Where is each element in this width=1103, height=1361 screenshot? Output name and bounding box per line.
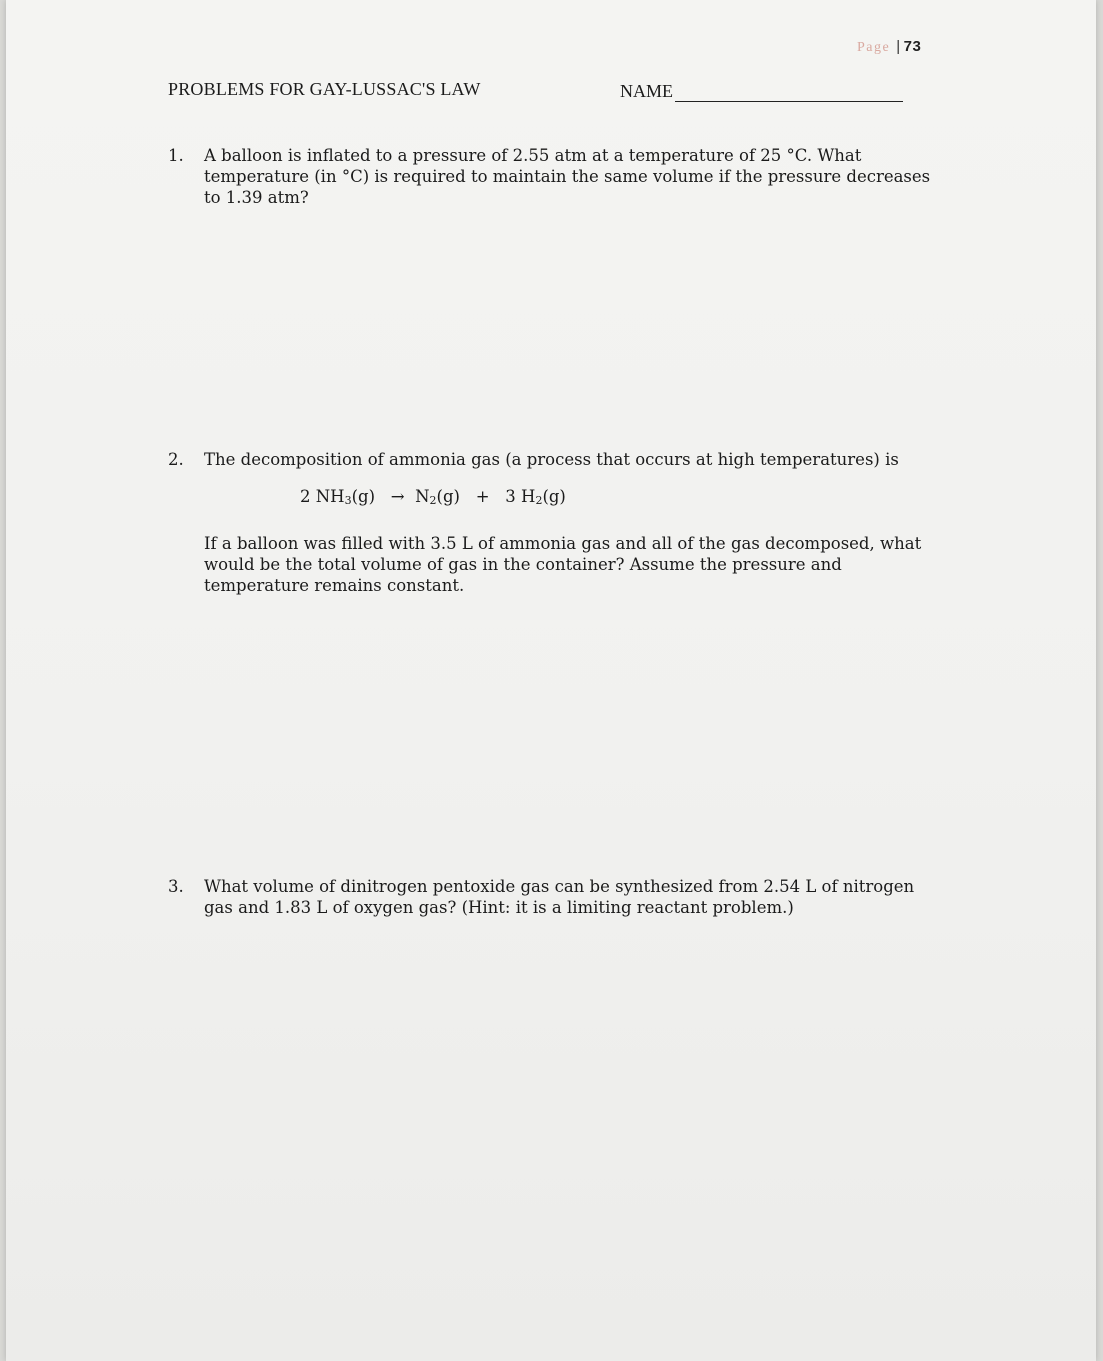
problem-number: 3. — [168, 877, 184, 896]
problem-1 — [168, 145, 948, 208]
name-blank-line[interactable] — [675, 85, 903, 102]
problem-number: 2. — [168, 450, 184, 469]
name-field — [620, 81, 903, 102]
problem-text: What volume of dinitrogen pentoxide gas can be synthesized from 2.54 L of nitrogen gas and 1.83 L of oxygen gas? (Hint: it is a limiting reactant problem.) — [204, 877, 915, 917]
problem-text: A balloon is inflated to a pressure of 2.55 atm at a temperature of 25 °C. What temperature (in °C) is required to maintain the same volume if the pressure decreases to 1.39 atm? — [204, 146, 931, 207]
problem-number: 1. — [168, 146, 184, 165]
name-label: NAME — [620, 81, 673, 101]
equation-product-2: 3 $H_2(g)$ — [505, 487, 566, 507]
page-word: Page — [857, 40, 891, 55]
page-number: 73 — [903, 38, 922, 55]
chemical-equation — [300, 486, 948, 511]
equation-plus: + — [475, 487, 490, 506]
problem-3 — [168, 876, 948, 918]
problem-text: The decomposition of ammonia gas (a process that occurs at high temperatures) is — [204, 450, 899, 469]
worksheet-page — [6, 0, 1096, 1361]
page-number-header — [857, 38, 921, 56]
problem-2 — [168, 449, 948, 596]
page-separator: | — [896, 38, 901, 55]
equation-product-1: $N_2(g)$ — [415, 487, 460, 507]
equation-reactant: 2 $NH_3(g)$ — [300, 487, 376, 507]
problem-text-continued: If a balloon was filled with 3.5 L of ammonia gas and all of the gas decomposed, what would be the total volume of gas in the container? Assume the pressure and temperature remains constant. — [204, 534, 922, 595]
worksheet-title: PROBLEMS FOR GAY-LUSSAC'S LAW — [168, 79, 481, 99]
equation-arrow: → — [390, 487, 405, 506]
